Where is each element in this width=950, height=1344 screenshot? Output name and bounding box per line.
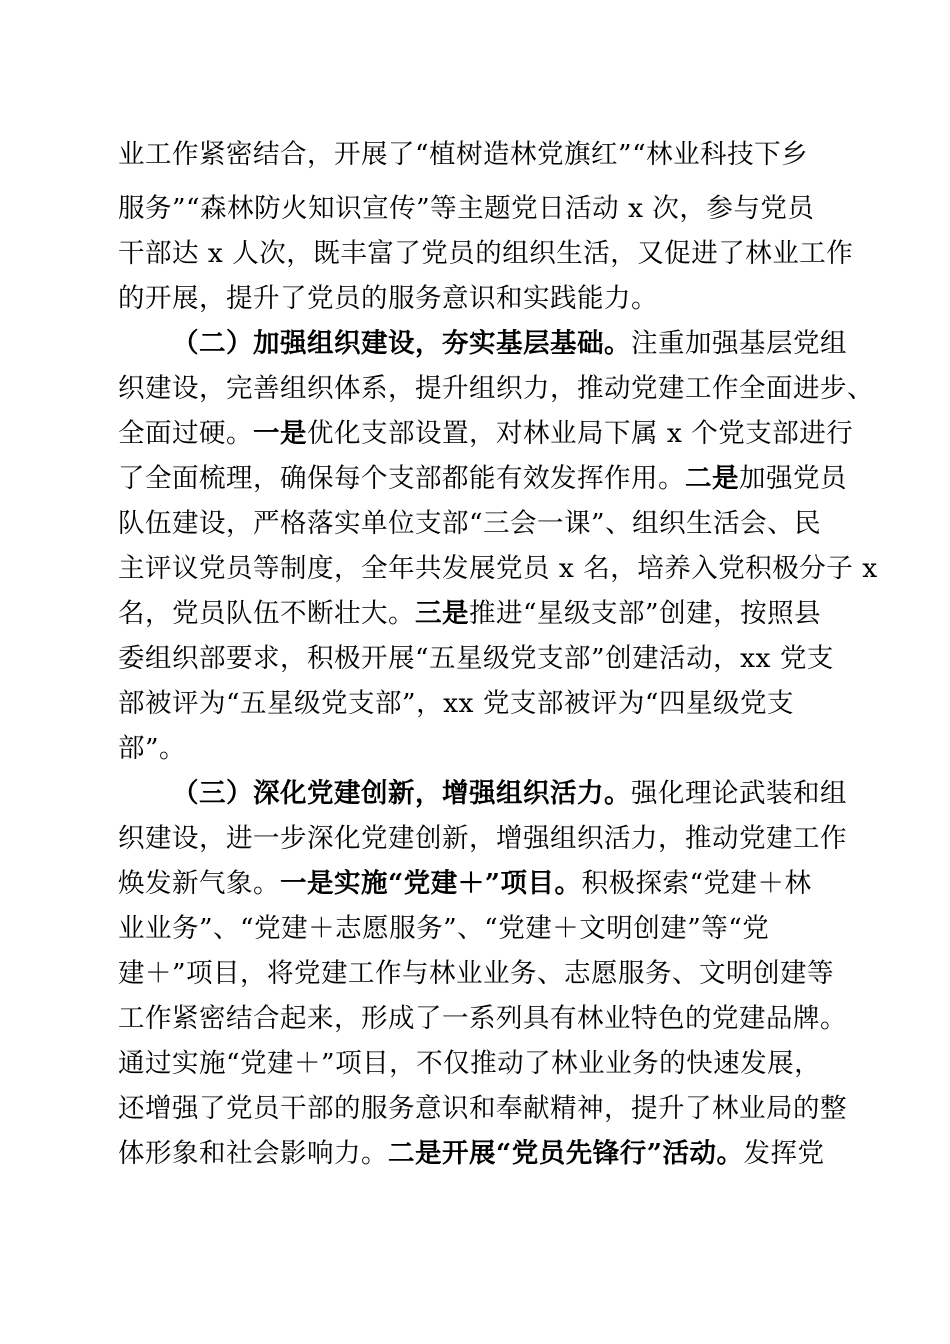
section-heading: （二）加强组织建设，夯实基层基础。 — [172, 328, 631, 359]
paragraph-text: 发挥党 — [743, 1138, 825, 1169]
paragraph-text: 加强党员 — [739, 463, 847, 494]
paragraph-text: 名，党员队伍不断壮大。 — [118, 598, 415, 629]
paragraph-text: 推进“星级支部”创建，按照县 — [469, 598, 822, 629]
paragraph-line: 还增强了党员干部的服务意识和奉献精神，提升了林业局的整 — [118, 1093, 847, 1124]
paragraph-text: 焕发新气象。 — [118, 868, 280, 899]
paragraph-text: 全面过硬。 — [118, 418, 253, 449]
emphasis-text: 二是开展“党员先锋行”活动。 — [388, 1138, 744, 1169]
paragraph-line: 服务”“森林防火知识宣传”等主题党日活动 x 次，参与党员 — [118, 193, 815, 224]
emphasis-text: 二是 — [685, 463, 739, 494]
paragraph-line — [172, 324, 847, 364]
paragraph-line: 部”。 — [118, 733, 187, 764]
paragraph-line: 建＋”项目，将党建工作与林业业务、志愿服务、文明创建等 — [118, 958, 835, 989]
paragraph-text: 体形象和社会影响力。 — [118, 1138, 388, 1169]
paragraph-line: 队伍建设，严格落实单位支部“三会一课”、组织生活会、民 — [118, 508, 822, 539]
paragraph-line: 的开展，提升了党员的服务意识和实践能力。 — [118, 283, 658, 314]
paragraph-line: 织建设，进一步深化党建创新，增强组织活力，推动党建工作 — [118, 823, 847, 854]
paragraph-line — [118, 594, 821, 634]
paragraph-line: 织建设，完善组织体系，提升组织力，推动党建工作全面进步、 — [118, 373, 874, 404]
paragraph-text: 积极探索“党建＋林 — [581, 868, 812, 899]
paragraph-line: 部被评为“五星级党支部”，xx 党支部被评为“四星级党支 — [118, 688, 794, 719]
paragraph-text: 优化支部设置，对林业局下属 x 个党支部进行 — [307, 418, 854, 449]
paragraph-line: 业工作紧密结合，开展了“植树造林党旗红”“林业科技下乡 — [118, 139, 809, 170]
paragraph-line: 工作紧密结合起来，形成了一系列具有林业特色的党建品牌。 — [118, 1003, 847, 1034]
paragraph-line — [118, 864, 812, 904]
section-heading: （三）深化党建创新，增强组织活力。 — [172, 778, 631, 809]
paragraph-line — [172, 774, 847, 814]
paragraph-text: 强化理论武装和组 — [631, 778, 847, 809]
paragraph-text: 注重加强基层党组 — [631, 328, 847, 359]
paragraph-line — [118, 459, 847, 499]
emphasis-text: 一是实施“党建＋”项目。 — [280, 868, 582, 899]
paragraph-line: 主评议党员等制度，全年共发展党员 x 名，培养入党积极分子 x — [118, 553, 878, 584]
paragraph-line — [118, 1134, 825, 1174]
paragraph-line: 业业务”、“党建＋志愿服务”、“党建＋文明创建”等“党 — [118, 913, 770, 944]
paragraph-line — [118, 414, 853, 454]
emphasis-text: 一是 — [253, 418, 307, 449]
paragraph-line: 通过实施“党建＋”项目，不仅推动了林业业务的快速发展， — [118, 1048, 822, 1079]
paragraph-line: 干部达 x 人次，既丰富了党员的组织生活，又促进了林业工作 — [118, 238, 854, 269]
paragraph-text: 了全面梳理，确保每个支部都能有效发挥作用。 — [118, 463, 685, 494]
paragraph-line: 委组织部要求，积极开展“五星级党支部”创建活动，xx 党支 — [118, 643, 834, 674]
emphasis-text: 三是 — [415, 598, 469, 629]
